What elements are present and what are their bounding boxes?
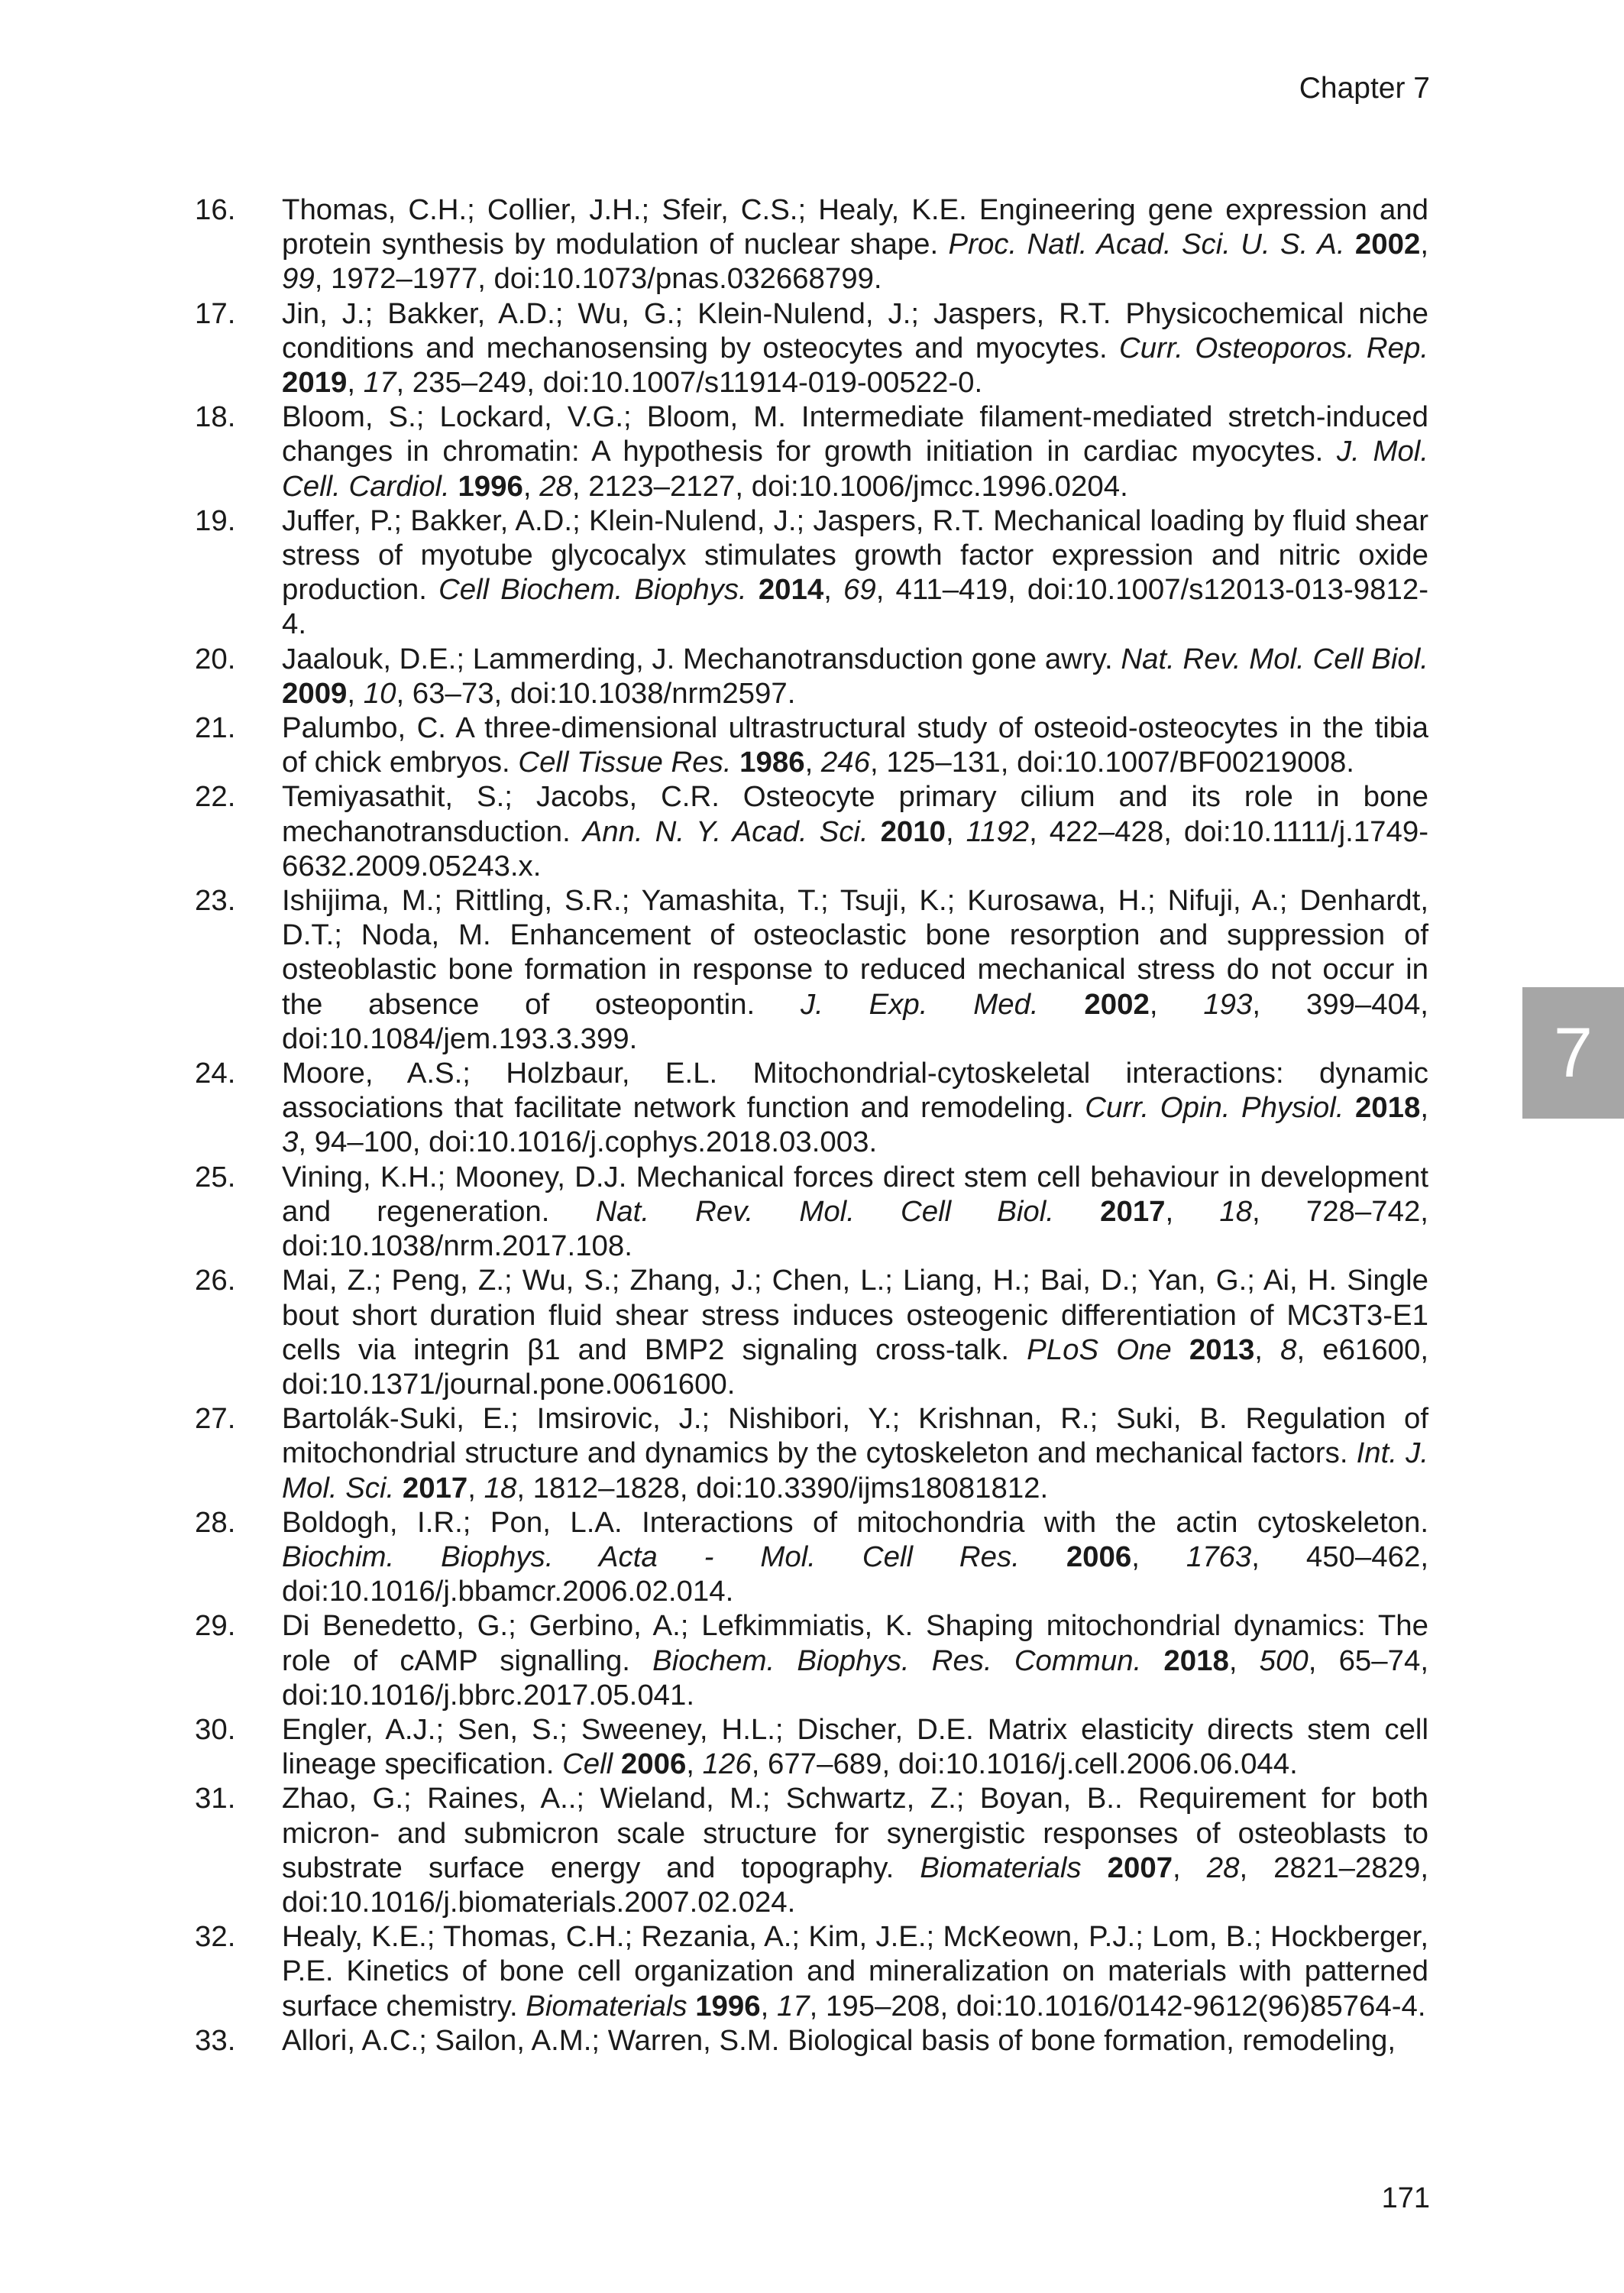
reference-item — [195, 1608, 1428, 1712]
reference-number: 30. — [195, 1712, 236, 1746]
reference-number: 20. — [195, 642, 236, 675]
reference-number: 17. — [195, 296, 236, 330]
reference-item — [195, 1781, 1428, 1919]
chapter-tab: 7 — [1522, 987, 1624, 1119]
reference-text: Palumbo, C. A three-dimensional ultrastructural study of osteoid-osteocytes in the tibia of chick embryos. Cell Tissue Res. 1986, 246, 125–131, doi:10.1007/BF00219008. — [282, 711, 1428, 779]
reference-item — [195, 1056, 1428, 1160]
reference-number: 24. — [195, 1057, 236, 1090]
page-number: 171 — [1381, 2182, 1430, 2214]
reference-text: Di Benedetto, G.; Gerbino, A.; Lefkimmiatis, K. Shaping mitochondrial dynamics: The role of cAMP signalling. Biochem. Biophys. Res. Commun. 2018, 500, 65–74, doi:10.1016/j.bbrc.2017.05.041. — [282, 1609, 1428, 1712]
reference-text: Temiyasathit, S.; Jacobs, C.R. Osteocyte primary cilium and its role in bone mechanotransduction. Ann. N. Y. Acad. Sci. 2010, 1192, 422–428, doi:10.1111/j.1749-6632.2009.05243.x. — [282, 780, 1429, 883]
reference-number: 19. — [195, 504, 236, 537]
reference-item — [195, 711, 1428, 779]
reference-item — [195, 1712, 1428, 1781]
reference-item — [195, 1919, 1428, 2023]
reference-number: 25. — [195, 1160, 236, 1193]
reference-number: 28. — [195, 1505, 236, 1539]
reference-item — [195, 1505, 1428, 1609]
reference-item — [195, 193, 1428, 296]
reference-number: 23. — [195, 884, 236, 918]
reference-item — [195, 642, 1428, 711]
reference-item — [195, 2023, 1428, 2058]
reference-text: Engler, A.J.; Sen, S.; Sweeney, H.L.; Discher, D.E. Matrix elasticity directs stem cell lineage specification. Cell 2006, 126, 677–689, doi:10.1016/j.cell.2006.06.044. — [282, 1712, 1428, 1781]
reference-text: Bartolák-Suki, E.; Imsirovic, J.; Nishibori, Y.; Krishnan, R.; Suki, B. Regulation of mitochondrial structure and dynamics by the cytoskeleton and mechanical factors. Int. J. Mol. Sci. 2017, 18, 1812–1828, doi:10.3390/ijms18081812. — [282, 1402, 1428, 1504]
reference-text: Allori, A.C.; Sailon, A.M.; Warren, S.M. Biological basis of bone formation, remodeling, — [282, 2023, 1396, 2057]
reference-text: Jin, J.; Bakker, A.D.; Wu, G.; Klein-Nulend, J.; Jaspers, R.T. Physicochemical niche conditions and mechanosensing by osteocytes and myocytes. Curr. Osteoporos. Rep. 2019, 17, 235–249, doi:10.1007/s11914-019-00522-0. — [282, 296, 1428, 400]
reference-text: Vining, K.H.; Mooney, D.J. Mechanical forces direct stem cell behaviour in development and regeneration. Nat. Rev. Mol. Cell Biol. 2017, 18, 728–742, doi:10.1038/nrm.2017.108. — [282, 1160, 1428, 1263]
reference-text: Jaalouk, D.E.; Lammerding, J. Mechanotransduction gone awry. Nat. Rev. Mol. Cell Biol. 2009, 10, 63–73, doi:10.1038/nrm2597. — [282, 642, 1428, 710]
reference-item — [195, 504, 1428, 642]
reference-item — [195, 1160, 1428, 1264]
reference-text: Moore, A.S.; Holzbaur, E.L. Mitochondrial-cytoskeletal interactions: dynamic associations that facilitate network function and remodeling. Curr. Opin. Physiol. 2018, 3, 94–100, doi:10.1016/j.cophys.2018.03.003. — [282, 1057, 1429, 1159]
reference-number: 29. — [195, 1609, 236, 1643]
reference-text: Thomas, C.H.; Collier, J.H.; Sfeir, C.S.; Healy, K.E. Engineering gene expression and protein synthesis by modulation of nuclear shape. Proc. Natl. Acad. Sci. U. S. A. 2002, 99, 1972–1977, doi:10.1073/pnas.032668799. — [282, 193, 1428, 296]
reference-item — [195, 1401, 1428, 1505]
reference-text: Bloom, S.; Lockard, V.G.; Bloom, M. Intermediate filament-mediated stretch-induced changes in chromatin: A hypothesis for growth initiation in cardiac myocytes. J. Mol. Cell. Cardiol. 1996, 28, 2123–2127, doi:10.1006/jmcc.1996.0204. — [282, 400, 1428, 503]
reference-item — [195, 1263, 1428, 1401]
reference-text: Boldogh, I.R.; Pon, L.A. Interactions of mitochondria with the actin cytoskeleton. Biochim. Biophys. Acta - Mol. Cell Res. 2006, 1763, 450–462, doi:10.1016/j.bbamcr.2006.02.014. — [282, 1505, 1428, 1608]
reference-number: 33. — [195, 2023, 236, 2057]
reference-number: 27. — [195, 1402, 236, 1436]
reference-number: 32. — [195, 1920, 236, 1954]
reference-item — [195, 400, 1428, 504]
reference-number: 18. — [195, 400, 236, 434]
reference-item — [195, 779, 1428, 883]
reference-text: Ishijima, M.; Rittling, S.R.; Yamashita, T.; Tsuji, K.; Kurosawa, H.; Nifuji, A.; Denhardt, D.T.; Noda, M. Enhancement of osteoclastic bone resorption and suppression of osteoblastic bone formation in response to reduced mechanical stress do not occur in the absence of osteopontin. J. Exp. Med. 2002, 193, 399–404, doi:10.1084/jem.193.3.399. — [282, 884, 1428, 1055]
reference-number: 26. — [195, 1264, 236, 1297]
reference-list — [195, 193, 1428, 2058]
reference-number: 16. — [195, 193, 236, 226]
reference-number: 22. — [195, 780, 236, 814]
reference-text: Mai, Z.; Peng, Z.; Wu, S.; Zhang, J.; Chen, L.; Liang, H.; Bai, D.; Yan, G.; Ai, H. Single bout short duration fluid shear stress induces osteogenic differentiation of MC3T3-E1 cells via integrin β1 and BMP2 signaling cross-talk. PLoS One 2013, 8, e61600, doi:10.1371/journal.pone.0061600. — [282, 1264, 1428, 1401]
chapter-header: Chapter 7 — [1299, 72, 1430, 105]
reference-text: Juffer, P.; Bakker, A.D.; Klein-Nulend, J.; Jaspers, R.T. Mechanical loading by fluid shear stress of myotube glycocalyx stimulates growth factor expression and nitric oxide production. Cell Biochem. Biophys. 2014, 69, 411–419, doi:10.1007/s12013-013-9812-4. — [282, 504, 1428, 641]
reference-text: Healy, K.E.; Thomas, C.H.; Rezania, A.; Kim, J.E.; McKeown, P.J.; Lom, B.; Hockberger, P.E. Kinetics of bone cell organization and mineralization on materials with patterned surface chemistry. Biomaterials 1996, 17, 195–208, doi:10.1016/0142-9612(96)85764-4. — [282, 1920, 1428, 2023]
reference-number: 21. — [195, 711, 236, 745]
reference-text: Zhao, G.; Raines, A..; Wieland, M.; Schwartz, Z.; Boyan, B.. Requirement for both micron- and submicron scale structure for synergistic responses of osteoblasts to substrate surface energy and topography. Biomaterials 2007, 28, 2821–2829, doi:10.1016/j.biomaterials.2007.02.024. — [282, 1782, 1428, 1919]
reference-item — [195, 296, 1428, 400]
reference-number: 31. — [195, 1782, 236, 1815]
reference-item — [195, 883, 1428, 1056]
